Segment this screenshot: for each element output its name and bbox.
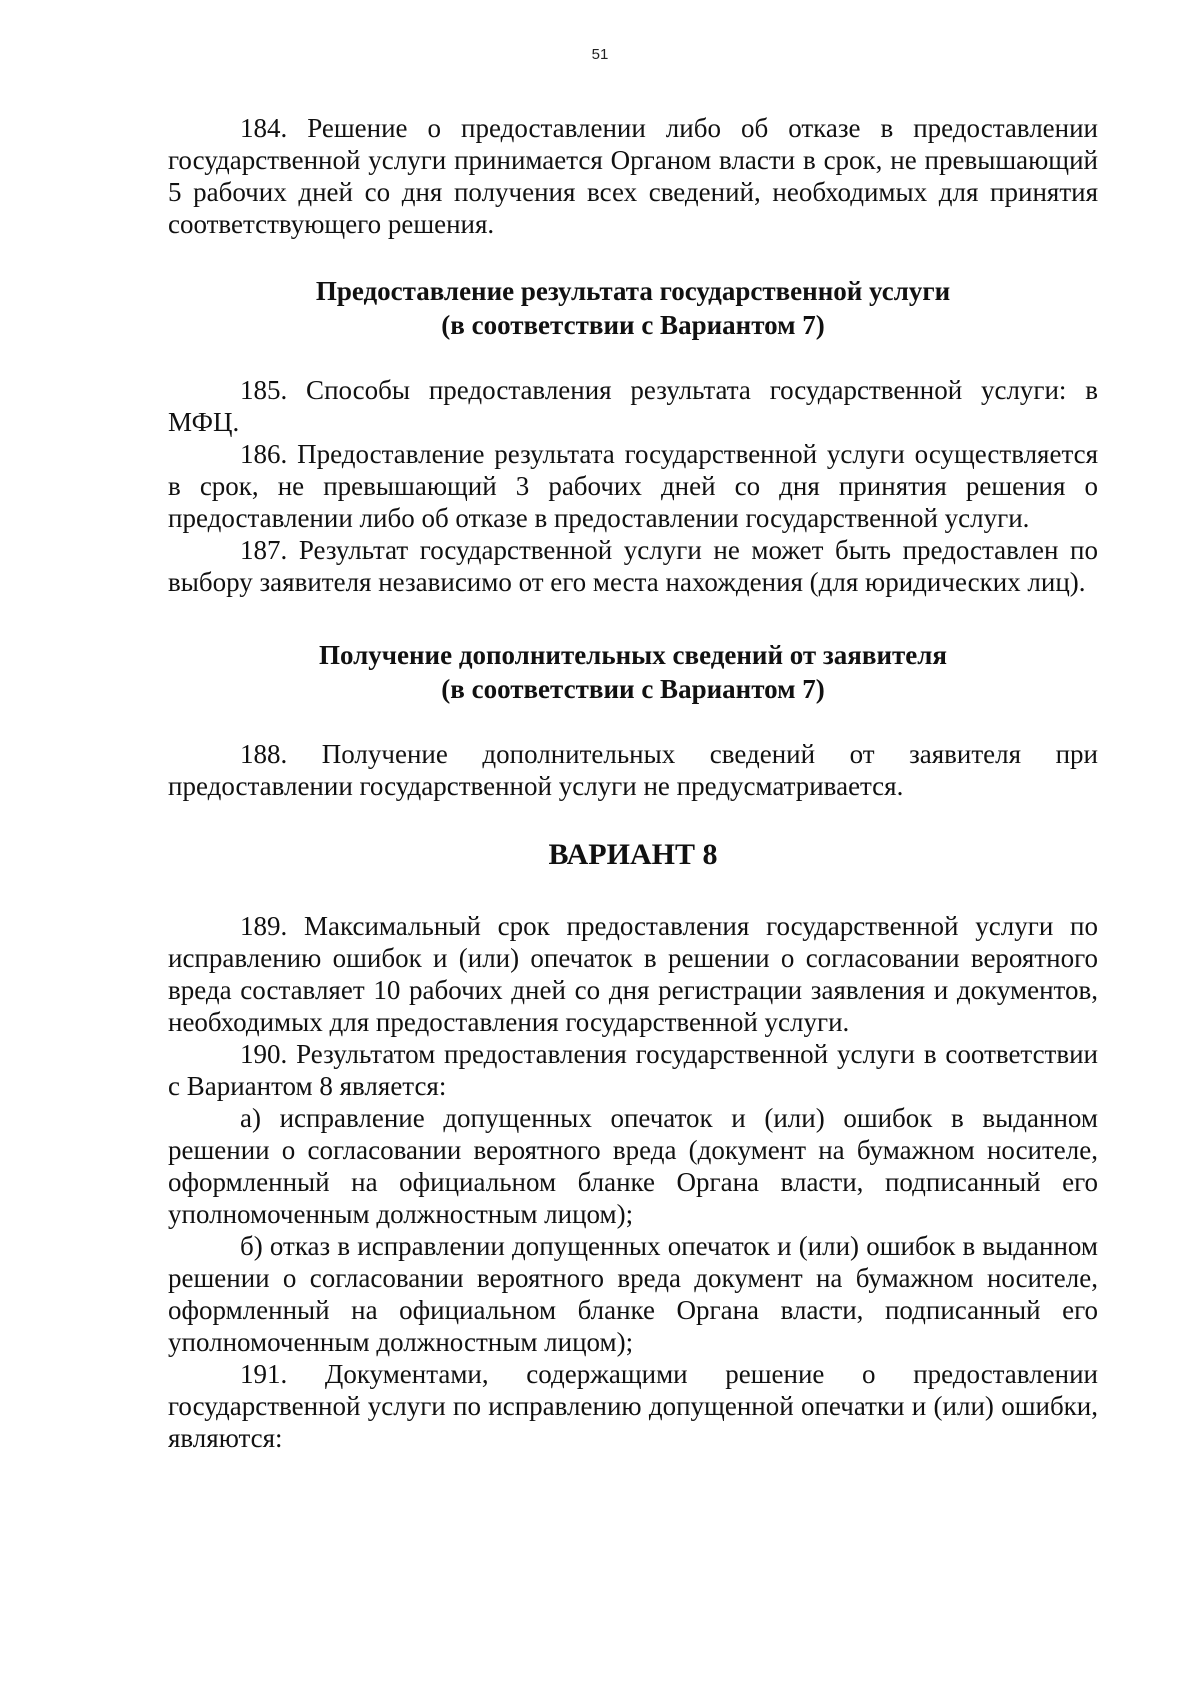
section-heading-result-line1: Предоставление результата государственной услуги — [315, 276, 951, 306]
paragraph-190-a: а) исправление допущенных опечаток и (или) ошибок в выданном решении о согласовании вероятного вреда (документ на бумажном носителе, оформленный на официальном бланке Органа власти, подписанный его уполномоченным должностным лицом); — [168, 1103, 1098, 1229]
paragraph-186: 186. Предоставление результата государственной услуги осуществляется в срок, не превышающий 3 рабочих дней со дня принятия решения о предоставлении либо об отказе в предоставлении государственной услуги. — [168, 439, 1098, 533]
paragraph-187: 187. Результат государственной услуги не может быть предоставлен по выбору заявителя независимо от его места нахождения (для юридических лиц). — [168, 535, 1098, 597]
paragraph-188: 188. Получение дополнительных сведений от заявителя при предоставлении государственной услуги не предусматривается. — [168, 739, 1098, 801]
page-number: 51 — [591, 46, 609, 63]
section-heading-additional-info-line1: Получение дополнительных сведений от заявителя — [318, 640, 948, 670]
paragraph-184: 184. Решение о предоставлении либо об отказе в предоставлении государственной услуги принимается Органом власти в срок, не превышающий 5 рабочих дней со дня получения всех сведений, необходимых для принятия соответствующего решения. — [168, 113, 1098, 239]
section-heading-additional-info-line2: (в соответствии с Вариантом 7) — [441, 674, 825, 704]
variant-8-heading: ВАРИАНТ 8 — [548, 838, 718, 871]
paragraph-190: 190. Результатом предоставления государственной услуги в соответствии с Вариантом 8 является: — [168, 1039, 1098, 1101]
document-body — [168, 112, 1098, 1454]
paragraph-185: 185. Способы предоставления результата государственной услуги: в МФЦ. — [168, 375, 1098, 437]
paragraph-190-b: б) отказ в исправлении допущенных опечаток и (или) ошибок в выданном решении о согласовании вероятного вреда документ на бумажном носителе, оформленный на официальном бланке Органа власти, подписанный его уполномоченным должностным лицом); — [168, 1231, 1098, 1357]
paragraph-189: 189. Максимальный срок предоставления государственной услуги по исправлению ошибок и (или) опечаток в решении о согласовании вероятного вреда составляет 10 рабочих дней со дня регистрации заявления и документов, необходимых для предоставления государственной услуги. — [168, 911, 1098, 1037]
paragraph-191: 191. Документами, содержащими решение о предоставлении государственной услуги по исправлению допущенной опечатки и (или) ошибки, являются: — [168, 1359, 1098, 1453]
section-heading-result-line2: (в соответствии с Вариантом 7) — [441, 310, 825, 340]
